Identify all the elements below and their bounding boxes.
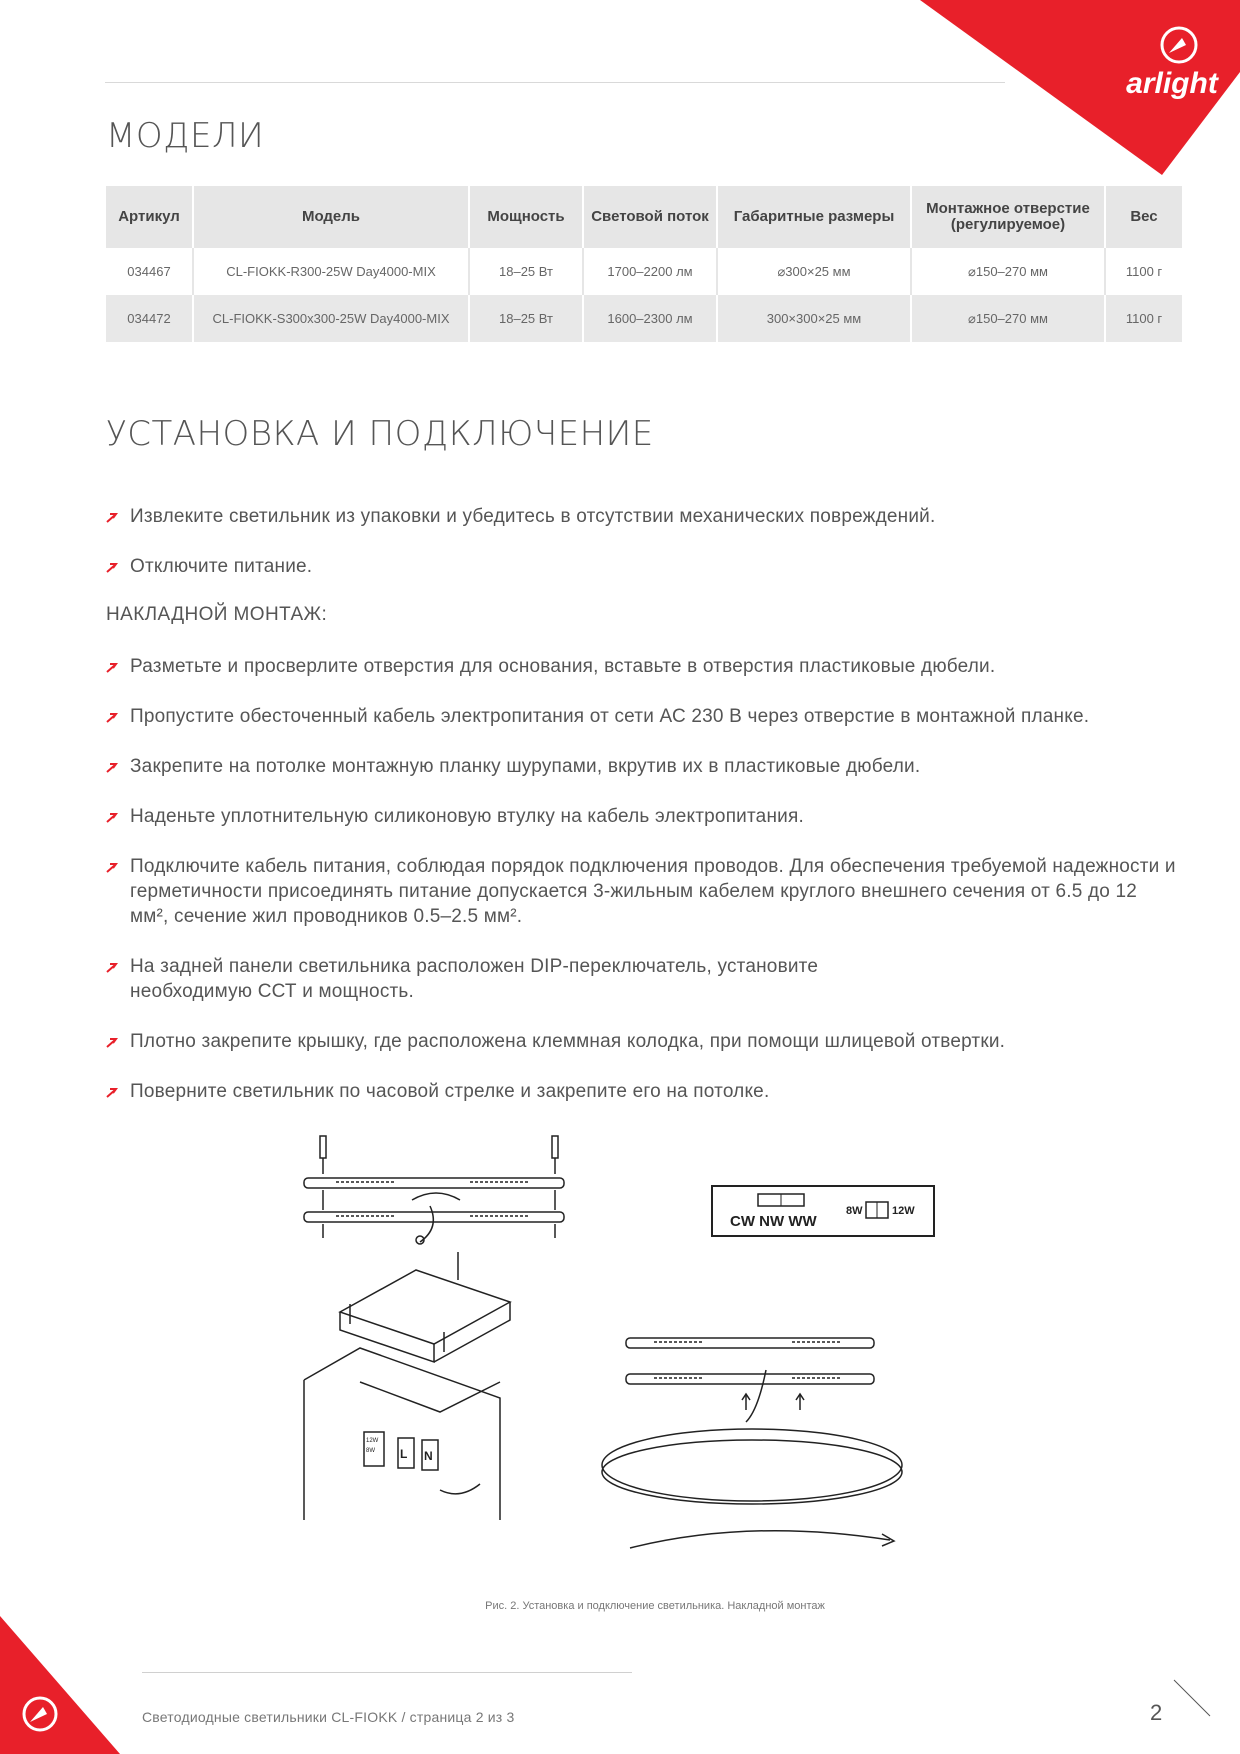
logo-text: arlight — [1126, 67, 1218, 100]
header-divider — [105, 82, 1005, 83]
power-8w-label: 8W — [846, 1205, 863, 1217]
mounting-bracket-drawing — [304, 1136, 564, 1244]
col-flux: Световой поток — [583, 186, 717, 248]
arrow-bullet-icon — [106, 1088, 118, 1098]
cell-article: 034467 — [106, 248, 193, 295]
footer-divider — [142, 1672, 632, 1673]
cell-dimensions: ⌀300×25 мм — [717, 248, 911, 295]
section-title-install: УСТАНОВКА И ПОДКЛЮЧЕНИЕ — [106, 414, 654, 454]
brand-corner-bottom-left — [0, 1616, 120, 1754]
cell-model: CL-FIOKK-R300-25W Day4000-MIX — [193, 248, 469, 295]
col-article: Артикул — [106, 186, 193, 248]
arrow-bullet-icon — [106, 663, 118, 673]
page-number: 2 — [1150, 1700, 1163, 1725]
arrow-bullet-icon — [106, 963, 118, 973]
power-12w-label: 12W — [892, 1205, 915, 1217]
dip-switch-diagram — [712, 1186, 934, 1236]
cell-article: 034472 — [106, 295, 193, 342]
arrow-bullet-icon — [106, 563, 118, 573]
arrow-bullet-icon — [106, 763, 118, 773]
tiny-8w-label: 8W — [366, 1448, 375, 1454]
col-model: Модель — [193, 186, 469, 248]
col-weight: Вес — [1105, 186, 1182, 248]
luminaire-mounting-drawing — [602, 1338, 902, 1548]
table-row — [106, 295, 1182, 342]
arrow-bullet-icon — [106, 513, 118, 523]
section-title-models: МОДЕЛИ — [106, 116, 265, 156]
subheading-surface-mount: НАКЛАДНОЙ МОНТАЖ: — [106, 604, 328, 625]
models-table — [106, 186, 1182, 342]
cell-model: CL-FIOKK-S300x300-25W Day4000-MIX — [193, 295, 469, 342]
cell-weight: 1100 г — [1105, 295, 1182, 342]
brand-corner-top-right — [920, 0, 1240, 180]
cell-weight: 1100 г — [1125, 264, 1163, 279]
terminal-l-label: L — [400, 1447, 408, 1461]
arrow-bullet-icon — [106, 1038, 118, 1048]
table-header-row — [106, 186, 1182, 248]
tiny-12w-label: 12W — [366, 1438, 379, 1444]
cct-labels: CW NW WW — [730, 1213, 817, 1230]
table-row — [106, 248, 1182, 295]
cell-mount-hole: ⌀150–270 мм — [911, 248, 1105, 295]
arrow-bullet-icon — [106, 863, 118, 873]
col-dimensions: Габаритные размеры — [717, 186, 911, 248]
col-power: Мощность — [469, 186, 583, 248]
arrow-bullet-icon — [106, 813, 118, 823]
cell-power: 18–25 Вт — [469, 295, 583, 342]
arrow-bullet-icon — [106, 713, 118, 723]
installation-figure — [300, 1120, 960, 1560]
cell-mount-hole: ⌀150–270 мм — [911, 295, 1105, 342]
cell-dimensions: 300×300×25 мм — [717, 295, 911, 342]
page-slash-decoration — [1172, 1678, 1212, 1718]
cell-flux: 1700–2200 лм — [583, 248, 717, 295]
cell-power: 18–25 Вт — [469, 248, 583, 295]
cell-flux: 1600–2300 лм — [583, 295, 717, 342]
terminal-box-drawing — [304, 1252, 510, 1520]
col-mount-hole: Монтажное отверстие (регулируемое) — [911, 186, 1105, 248]
terminal-n-label: N — [424, 1449, 433, 1463]
footer-document-title: Светодиодные светильники CL-FIOKK / страница 2 из 3 — [142, 1709, 515, 1725]
figure-caption: Рис. 2. Установка и подключение светильника. Накладной монтаж — [485, 1600, 825, 1612]
